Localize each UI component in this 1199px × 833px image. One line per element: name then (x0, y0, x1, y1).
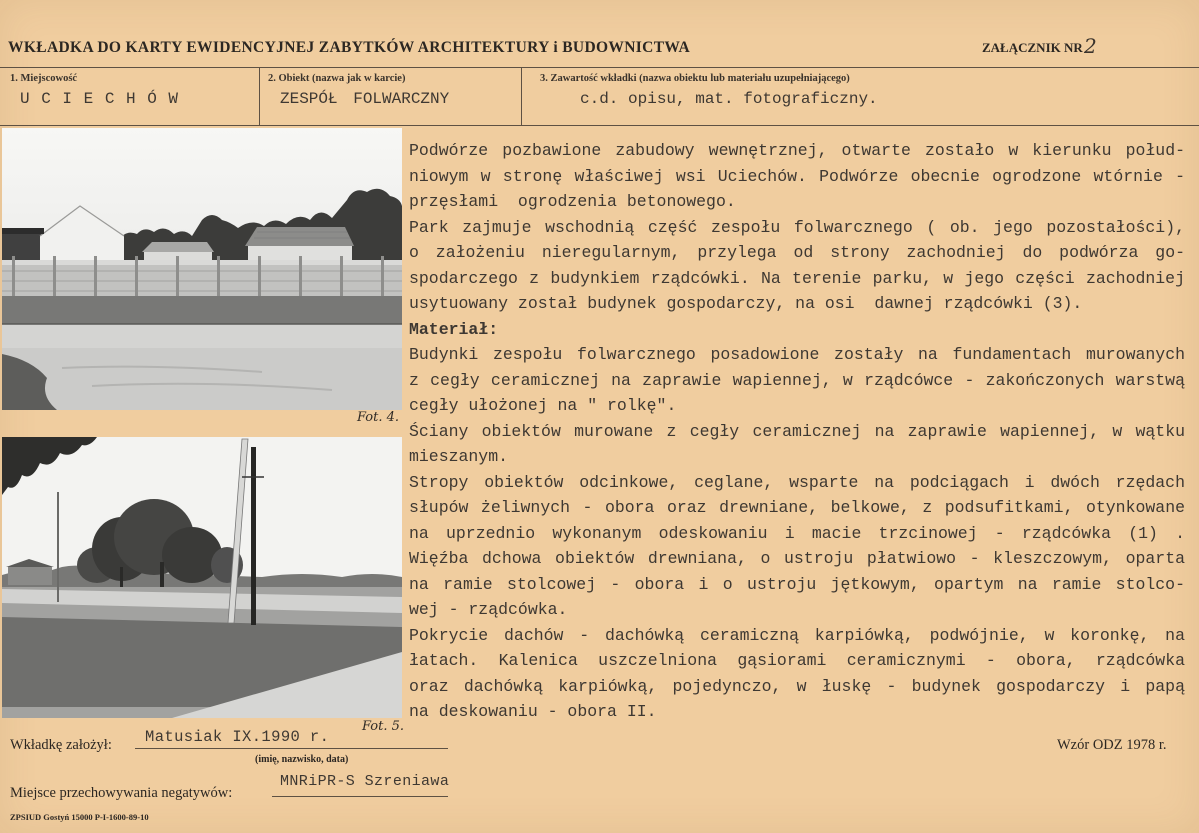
fields-divider (0, 125, 1199, 126)
header-divider (0, 67, 1199, 68)
text-line: Park zajmuje wschodnią część zespołu folwarcznego ( ob. jego pozostałości), (409, 217, 1185, 237)
author-underline (135, 748, 448, 749)
text-line: na deskowaniu - obora II. (409, 702, 657, 721)
text-line: Stropy obiektów odcinkowe, ceglane, wsparte na podciągach i dwóch rzędach (409, 472, 1185, 492)
text-line: na uprzednio wykonanym odeskowaniu i macie trzcinowej - rządcówka (1) . (409, 523, 1185, 543)
text-line: mieszanym. (409, 447, 509, 466)
object-label: 2. Obiekt (nazwa jak w karcie) (268, 73, 406, 84)
text-line: usytuowany został budynek gospodarczy, na osi dawnej rządcówki (3). (409, 294, 1083, 313)
object-value: ZESPÓŁ FOLWARCZNY (280, 90, 450, 108)
author-value: Matusiak IX.1990 r. (145, 728, 330, 746)
photo-4-caption: Fot. 4. (357, 410, 400, 425)
text-line: Pokrycie dachów - dachówką ceramiczną karpiówką, podwójnie, w koronkę, na (409, 625, 1185, 645)
photo-4-image (2, 128, 402, 410)
text-line: łatach. Kalenica uszczelniona gąsiorami ceramicznymi - obora, rządcówka (409, 651, 1185, 670)
text-line: o założeniu nieregularnym, przylega od strony zachodniej do podwórza go- (409, 243, 1185, 262)
author-hint: (imię, nazwisko, data) (255, 754, 349, 765)
form-title: WKŁADKA DO KARTY EWIDENCYJNEJ ZABYTKÓW ARCHITEKTURY i BUDOWNICTWA (8, 39, 691, 56)
text-line: Budynki zespołu folwarcznego posadowione zostały na fundamentach murowanych (409, 345, 1185, 364)
author-label: Wkładkę założył: (10, 737, 112, 753)
town-label: 1. Miejscowość (10, 73, 78, 84)
text-line: spodarczego z budynkiem rządcówki. Na terenie parku, w jego części zachodniej (409, 268, 1185, 288)
photo-5-image (2, 437, 402, 718)
text-line: Ściany obiektów murowane z cegły ceramicznej na zaprawie wapiennej, w wątku (409, 421, 1185, 441)
foreground (2, 348, 402, 410)
description-text (409, 138, 1185, 725)
photo-4 (2, 128, 402, 410)
negatives-value: MNRiPR-S Szreniawa (280, 773, 450, 790)
text-line: cegły ułożonej na " rolkę". (409, 396, 677, 415)
text-line: wej - rządcówka. (409, 600, 568, 619)
text-line: słupów żeliwnych - obora oraz drewniane, belkowe, z podsufitkami, otynkowane (409, 498, 1185, 517)
template-version: Wzór ODZ 1978 r. (1057, 737, 1167, 753)
text-line: z cegły ceramicznej na zaprawie wapiennej, w rządcówce - zakończonych warstwą (409, 370, 1185, 390)
annex-label: ZAŁĄCZNIK NR (982, 40, 1083, 55)
photo-5-caption: Fot. 5. (362, 719, 405, 734)
content-label: 3. Zawartość wkładki (nazwa obiektu lub materiału uzupełniającego) (540, 73, 850, 84)
negatives-label: Miejsce przechowywania negatywów: (10, 785, 233, 801)
town-value: U C I E C H Ó W (20, 90, 180, 108)
text-line: Więźba dchowa obiektów drewniana, o ustroju płatwiowo - kleszczowym, oparta (409, 549, 1185, 568)
text-line: niowym w stronę właściwej wsi Uciechów. Podwórze obecnie ogrodzone wtórnie - (409, 166, 1185, 186)
road (2, 324, 402, 350)
printer-imprint: ZPSIUD Gostyń 15000 P-I-1600-89-10 (10, 812, 149, 822)
text-line: przęsłami ogrodzenia betonowego. (409, 192, 736, 211)
field-divider-1 (259, 67, 260, 125)
text-line: Podwórze pozbawione zabudowy wewnętrznej, otwarte zostało w kierunku połud- (409, 141, 1185, 160)
grass-strip (2, 296, 402, 326)
text-line: na ramie stolcowej - obora i o ustroju jętkowym, opartym na ramie stolco- (409, 574, 1185, 594)
content-value: c.d. opisu, mat. fotograficzny. (580, 90, 878, 108)
photo-5 (2, 437, 402, 718)
text-line: oraz dachówką karpiówką, pojedynczo, w łuskę - budynek gospodarczy i papą (409, 676, 1185, 696)
concrete-fence (2, 256, 402, 300)
negatives-underline (272, 796, 448, 797)
field-divider-2 (521, 67, 522, 125)
annex-number: 2 (1084, 34, 1097, 58)
section-heading: Materiał: (409, 319, 499, 339)
